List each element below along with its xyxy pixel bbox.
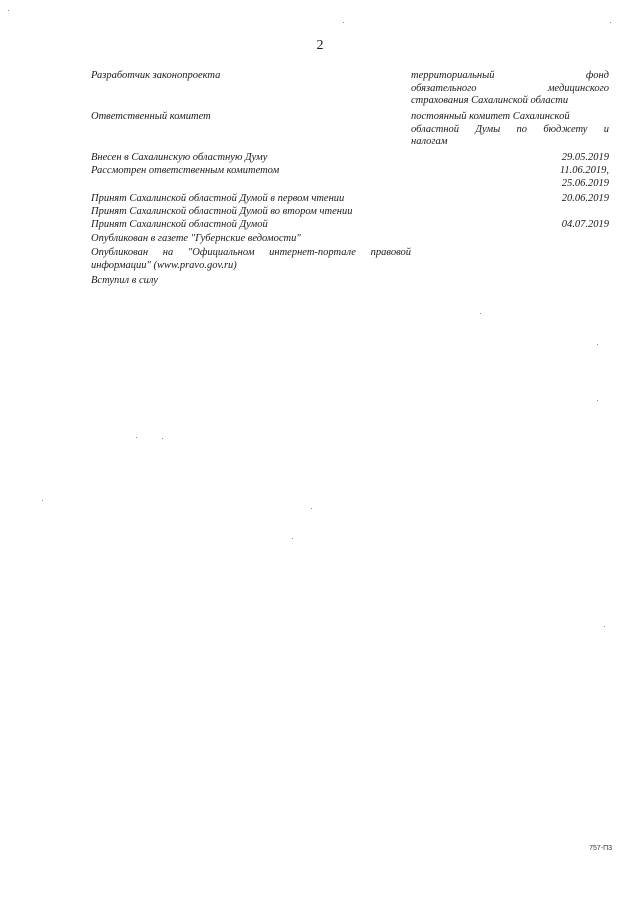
adopted-date: 04.07.2019 — [561, 219, 609, 230]
footer-code: 757-П3 — [589, 845, 612, 852]
scan-speck — [610, 22, 611, 23]
scan-speck — [597, 400, 598, 401]
committee-label: Ответственный комитет — [91, 111, 211, 122]
scan-speck — [343, 22, 344, 23]
reviewed-label: Рассмотрен ответственным комитетом — [91, 165, 280, 176]
scan-speck — [136, 437, 137, 438]
scan-speck — [162, 438, 163, 439]
developer-line: обязательного медицинского — [411, 82, 609, 94]
scan-speck — [597, 344, 598, 345]
scan-speck — [480, 313, 481, 314]
published-gazette-label: Опубликован в газете "Губернские ведомости" — [91, 233, 301, 244]
developer-value — [411, 70, 609, 108]
committee-line: постоянный комитет Сахалинской — [411, 111, 570, 122]
developer-label: Разработчик законопроекта — [91, 70, 221, 81]
page-number: 2 — [316, 38, 324, 53]
scan-speck — [42, 500, 43, 501]
published-portal-line: Опубликован на "Официальном интернет-портале правовой — [91, 247, 411, 258]
scan-speck — [604, 626, 605, 627]
reviewed-date: 11.06.2019, — [559, 165, 609, 176]
submitted-date: 29.05.2019 — [561, 152, 609, 163]
developer-line: территориальный фонд — [411, 70, 609, 81]
reviewed-date: 25.06.2019 — [561, 178, 609, 189]
adopted-label: Принят Сахалинской областной Думой — [91, 219, 268, 230]
committee-value — [411, 111, 609, 149]
published-portal-line: информации" (www.pravo.gov.ru) — [91, 259, 237, 271]
scan-speck — [8, 10, 9, 11]
committee-line: областной Думы по бюджету и — [411, 123, 609, 135]
scan-speck — [292, 538, 293, 539]
developer-line: страхования Сахалинской области — [411, 95, 569, 106]
published-portal-label — [91, 247, 411, 272]
submitted-label: Внесен в Сахалинскую областную Думу — [91, 152, 268, 163]
scan-speck — [311, 508, 312, 509]
second-reading-label: Принят Сахалинской областной Думой во втором чтении — [91, 206, 353, 217]
entered-force-label: Вступил в силу — [91, 275, 158, 286]
committee-line: налогам — [411, 136, 448, 147]
first-reading-date: 20.06.2019 — [561, 193, 609, 204]
first-reading-label: Принят Сахалинской областной Думой в первом чтении — [91, 193, 345, 204]
